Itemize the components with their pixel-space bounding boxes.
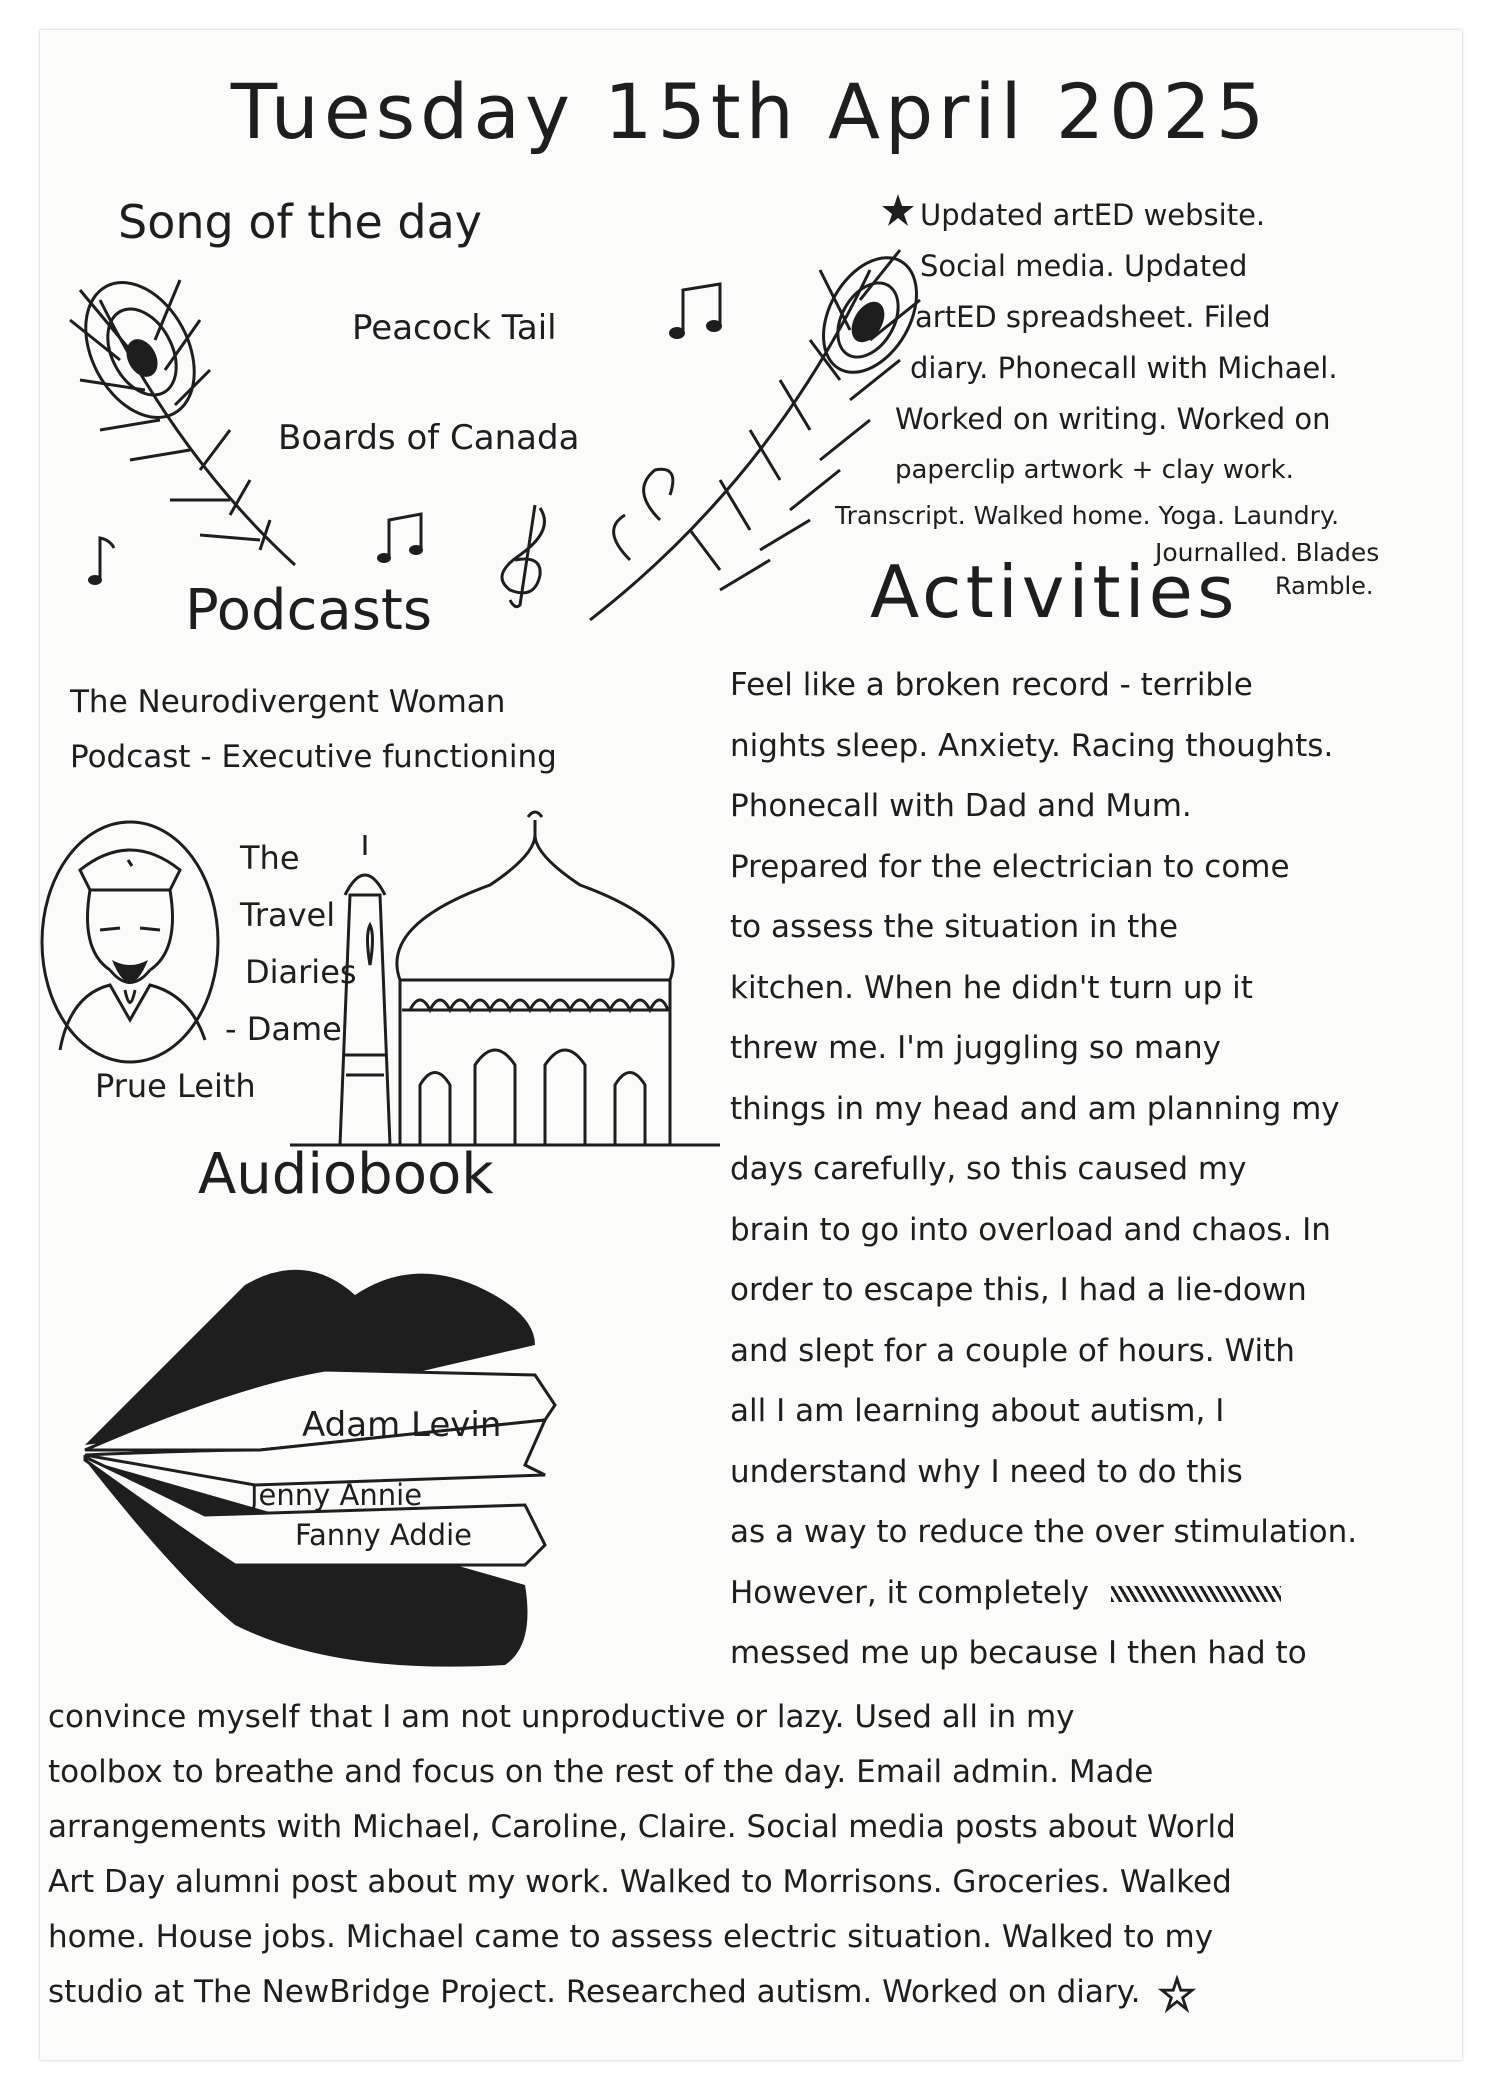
music-note-icon: [80, 530, 120, 590]
journal-line: toolbox to breathe and focus on the rest of the day. Email admin. Made: [48, 1754, 1154, 1790]
journal-line: things in my head and am planning my: [730, 1090, 1340, 1127]
journal-line: convince myself that I am not unproductive or lazy. Used all in my: [48, 1699, 1075, 1735]
page-title: Tuesday 15th April 2025: [230, 67, 1270, 156]
journal-line: home. House jobs. Michael came to assess electric situation. Walked to my: [48, 1919, 1214, 1955]
activity-line: Transcript. Walked home. Yoga. Laundry.: [835, 501, 1340, 530]
journal-line: all I am learning about autism, I: [730, 1393, 1225, 1429]
podcast-line: - Dame: [225, 1010, 342, 1048]
podcast-line: The Neurodivergent Woman: [70, 684, 506, 720]
star-icon: [1160, 1977, 1194, 2011]
podcasts-heading: Podcasts: [185, 578, 432, 643]
audiobook-title: [250, 1475, 472, 1555]
audiobook-author: Adam Levin: [302, 1405, 502, 1445]
journal-line: Prepared for the electrician to come: [730, 848, 1290, 885]
podcast-line: The: [240, 839, 300, 877]
journal-line: brain to go into overload and chaos. In: [730, 1211, 1331, 1248]
journal-line: kitchen. When he didn't turn up it: [730, 969, 1253, 1006]
journal-line: understand why I need to do this: [730, 1453, 1243, 1490]
podcast-item: [70, 675, 557, 785]
activities-list: [835, 190, 1425, 602]
song-title: Peacock Tail: [352, 308, 557, 348]
journal-line: [48, 1965, 1448, 2020]
journal-entry-column: [730, 655, 1450, 1684]
activities-heading: Activities: [870, 550, 1239, 634]
activity-line: diary. Phonecall with Michael.: [910, 351, 1338, 385]
podcast-line: Diaries: [245, 953, 357, 991]
activity-line: Updated artED website.: [920, 198, 1266, 232]
activity-line: paperclip artwork + clay work.: [895, 455, 1294, 485]
music-note-icon: [375, 510, 435, 570]
podcast-line: Travel: [240, 896, 336, 934]
audiobook-title-line: Jenny Annie: [250, 1478, 423, 1512]
journal-line-text: studio at The NewBridge Project. Researched autism. Worked on diary.: [48, 1974, 1141, 2010]
journal-line: Art Day alumni post about my work. Walked to Morrisons. Groceries. Walked: [48, 1864, 1232, 1900]
journal-entry-bottom: [48, 1690, 1448, 2020]
journal-line-text: However, it completely: [730, 1574, 1089, 1611]
activity-line: Journalled. Blades: [1155, 538, 1380, 567]
activity-line: Ramble.: [1275, 572, 1374, 600]
audiobook-title-line: Fanny Addie: [295, 1518, 472, 1552]
journal-line: threw me. I'm juggling so many: [730, 1030, 1222, 1066]
song-heading: Song of the day: [118, 195, 483, 249]
journal-line: and slept for a couple of hours. With: [730, 1332, 1295, 1369]
portrait-illustration: [40, 820, 220, 1065]
activity-line: Social media. Updated: [920, 249, 1248, 283]
music-note-icon: [665, 278, 735, 348]
podcast-line: Prue Leith: [95, 1067, 256, 1105]
journal-line: Feel like a broken record - terrible: [730, 667, 1253, 703]
journal-line: order to escape this, I had a lie-down: [730, 1272, 1307, 1308]
audiobook-heading: Audiobook: [198, 1142, 494, 1207]
song-artist: Boards of Canada: [278, 418, 580, 458]
activity-line: artED spreadsheet. Filed: [915, 300, 1271, 334]
journal-line: as a way to reduce the over stimulation.: [730, 1514, 1358, 1550]
journal-line: Phonecall with Dad and Mum.: [730, 788, 1192, 824]
treble-clef-icon: [480, 500, 570, 610]
scribble-out: [1111, 1586, 1281, 1602]
journal-line: arrangements with Michael, Caroline, Claire. Social media posts about World: [48, 1809, 1236, 1845]
journal-line: messed me up because I then had to: [730, 1635, 1307, 1671]
lips-book-illustration: [85, 1245, 725, 1675]
journal-line: nights sleep. Anxiety. Racing thoughts.: [730, 727, 1334, 764]
activity-line: Worked on writing. Worked on: [895, 402, 1331, 436]
podcast-line: Podcast - Executive functioning: [70, 739, 557, 775]
mosque-illustration: [290, 795, 730, 1155]
journal-line: to assess the situation in the: [730, 909, 1179, 945]
journal-line: [730, 1563, 1450, 1624]
journal-line: days carefully, so this caused my: [730, 1151, 1247, 1187]
journal-page: [40, 30, 1462, 2060]
